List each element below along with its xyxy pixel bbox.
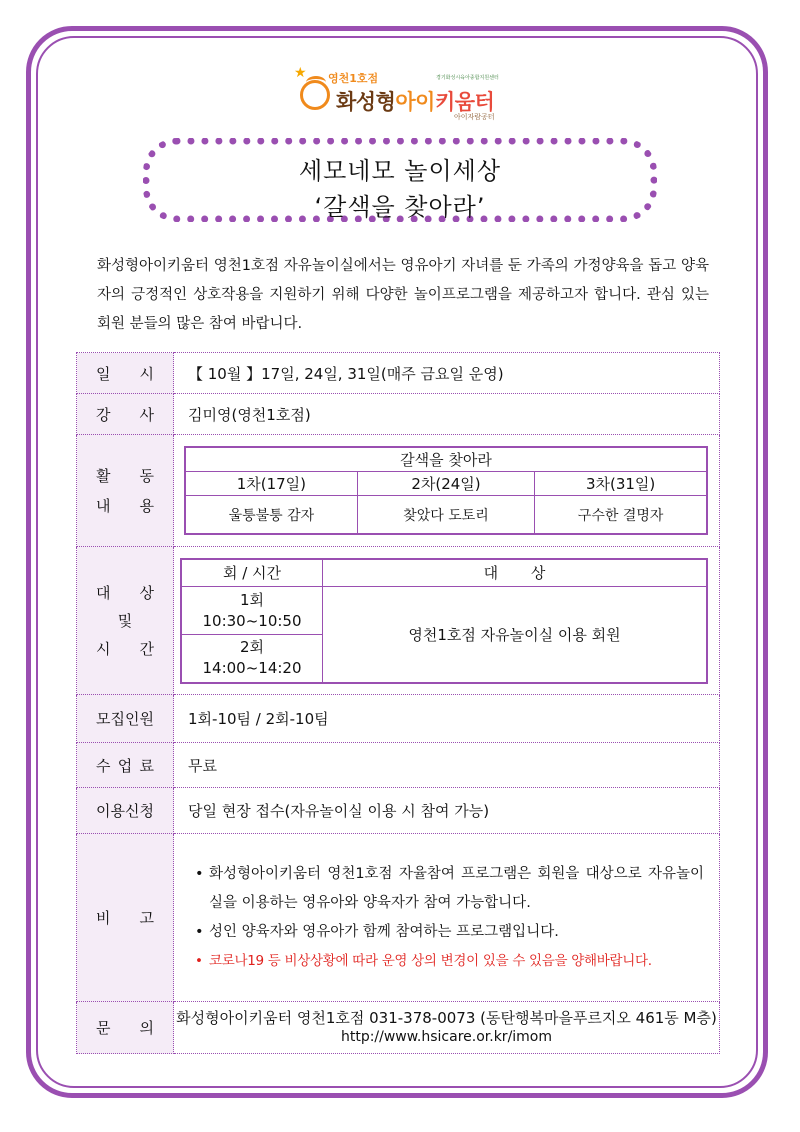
label-instructor bbox=[77, 394, 174, 435]
title-line1: 세모네모 놀이세상 bbox=[298, 157, 502, 185]
row-notes bbox=[77, 834, 720, 1002]
activity-cell bbox=[174, 435, 720, 547]
label-date-text: 일 시 bbox=[96, 364, 154, 383]
logo-name-part3: 키움터 bbox=[434, 90, 495, 114]
label-activity-line2: 내 용 bbox=[96, 496, 154, 515]
label-target bbox=[77, 547, 174, 695]
target-col-target-text: 대 상 bbox=[483, 564, 546, 583]
activity-table bbox=[184, 446, 708, 535]
label-notes-text: 비 고 bbox=[96, 909, 154, 927]
target-slot-2 bbox=[181, 635, 323, 683]
row-target bbox=[77, 547, 720, 695]
row-contact bbox=[77, 1002, 720, 1054]
star-icon: ★ bbox=[294, 65, 307, 81]
row-instructor bbox=[77, 394, 720, 435]
activity-header: 갈색을 찾아라 bbox=[185, 447, 707, 472]
label-contact bbox=[77, 1002, 174, 1054]
contact-cell bbox=[174, 1002, 720, 1054]
row-apply bbox=[77, 788, 720, 834]
label-fee-text: 수 업 료 bbox=[96, 756, 154, 775]
value-fee: 무료 bbox=[174, 743, 720, 788]
intro-paragraph: 화성형아이키움터 영천1호점 자유놀이실에서는 영유아기 자녀를 둔 가족의 가정양육을 돕고 양육자의 긍정적인 상호작용을 지원하기 위해 다양한 놀이프로그램을 제공하고자 합니다. 관심 있는 회원 분들의 많은 참여 바랍니다. bbox=[97, 258, 709, 332]
logo-sponsor: 경기화성시육아종합지원센터 bbox=[436, 75, 499, 81]
slot-1-time: 10:30~10:50 bbox=[202, 611, 302, 630]
title-box bbox=[143, 138, 657, 222]
row-capacity bbox=[77, 695, 720, 743]
activity-round-3: 3차(31일) bbox=[535, 472, 707, 496]
label-target-line1: 대 상 bbox=[96, 583, 154, 602]
value-instructor: 김미영(영천1호점) bbox=[174, 394, 720, 435]
label-activity bbox=[77, 435, 174, 547]
slot-1-round: 1회 bbox=[239, 590, 265, 609]
note-item-2: • 성인 양육자와 영유아가 함께 참여하는 프로그램입니다. bbox=[195, 918, 704, 947]
note-warning: • 코로나19 등 비상상황에 따라 운영 상의 변경이 있을 수 있음을 양해바랍니다. bbox=[195, 947, 704, 976]
notes-list bbox=[175, 860, 718, 976]
value-date: 【 10월 】17일, 24일, 31일(매주 금요일 운영) bbox=[174, 353, 720, 394]
activity-content-1: 울퉁불퉁 감자 bbox=[185, 496, 357, 534]
label-apply: 이용신청 bbox=[77, 788, 174, 834]
activity-content-3: 구수한 결명자 bbox=[535, 496, 707, 534]
label-contact-text: 문 의 bbox=[96, 1019, 154, 1037]
value-apply: 당일 현장 접수(자유놀이실 이용 시 참여 가능) bbox=[174, 788, 720, 834]
label-capacity: 모집인원 bbox=[77, 695, 174, 743]
label-target-line2: 및 bbox=[117, 611, 133, 630]
target-table bbox=[180, 558, 708, 684]
child-face-icon bbox=[300, 80, 330, 110]
slot-2-time: 14:00~14:20 bbox=[202, 659, 302, 678]
logo bbox=[294, 65, 520, 126]
program-info-table bbox=[76, 352, 720, 1054]
activity-round-1: 1차(17일) bbox=[185, 472, 357, 496]
label-notes bbox=[77, 834, 174, 1002]
target-cell bbox=[174, 547, 720, 695]
logo-slogan: 아이자람공터 bbox=[454, 113, 495, 121]
value-capacity: 1회-10팀 / 2회-10팀 bbox=[174, 695, 720, 743]
logo-name-part2: 아이 bbox=[395, 90, 435, 114]
contact-url[interactable]: http://www.hsicare.or.kr/imom bbox=[340, 1028, 553, 1045]
label-fee bbox=[77, 743, 174, 788]
row-activity bbox=[77, 435, 720, 547]
label-target-line3: 시 간 bbox=[96, 639, 154, 658]
contact-line1: 화성형아이키움터 영천1호점 031-378-0073 (동탄행복마을푸르지오 461동 M층) bbox=[176, 1008, 717, 1027]
target-col-target bbox=[323, 559, 708, 587]
activity-round-2: 2차(24일) bbox=[357, 472, 534, 496]
slot-2-round: 2회 bbox=[239, 638, 265, 657]
note-item-1: • 화성형아이키움터 영천1호점 자율참여 프로그램은 회원을 대상으로 자유놀이실을 이용하는 영유아와 양육자가 참여 가능합니다. bbox=[195, 860, 704, 918]
notes-cell bbox=[174, 834, 720, 1002]
row-fee bbox=[77, 743, 720, 788]
label-instructor-text: 강 사 bbox=[96, 405, 154, 424]
target-col-time: 회 / 시간 bbox=[181, 559, 323, 587]
activity-content-2: 찾았다 도토리 bbox=[357, 496, 534, 534]
target-slot-1 bbox=[181, 587, 323, 635]
logo-branch: 영천1호점 bbox=[328, 72, 379, 85]
title-line2: ‘갈색을 찾아라’ bbox=[314, 193, 486, 221]
target-value: 영천1호점 자유놀이실 이용 회원 bbox=[323, 587, 708, 683]
label-activity-line1: 활 동 bbox=[96, 466, 154, 485]
row-date bbox=[77, 353, 720, 394]
label-date bbox=[77, 353, 174, 394]
logo-name-part1: 화성형 bbox=[336, 90, 396, 114]
